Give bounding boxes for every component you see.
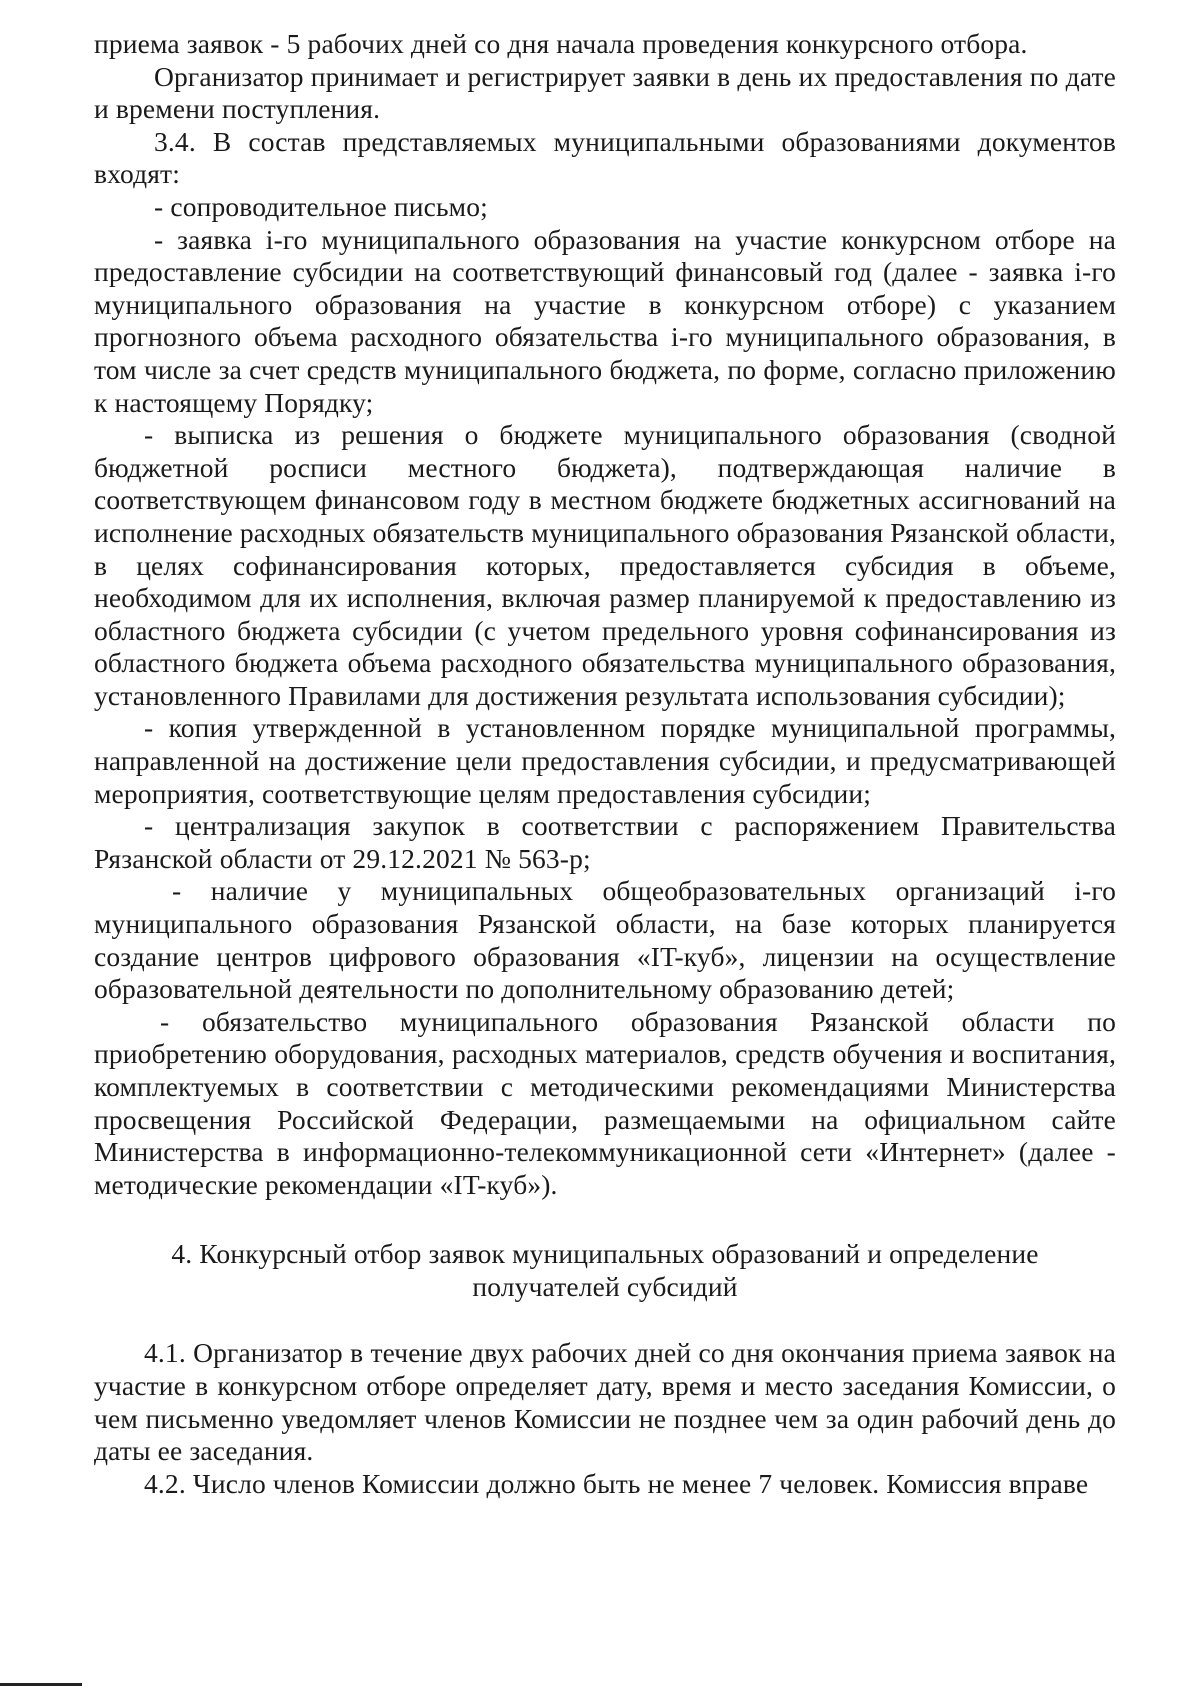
paragraph-application-deadline: приема заявок - 5 рабочих дней со дня начала проведения конкурсного отбора. xyxy=(94,28,1028,59)
list-item-application: - заявка i-го муниципального образования на участие конкурсном отборе на предоставление субсидии на соответствующий финансовый год (далее - заявка i-го муниципального образования на участие в конкурсном отборе) с указанием прогнозного объема расходного обязательства i-го муниципального образования, в том числе за счет средств муниципального бюджета, по форме, согласно приложению к настоящему Порядку; xyxy=(94,223,1116,418)
list-item-budget-extract: - выписка из решения о бюджете муниципального образования (сводной бюджетной росписи местного бюджета), подтверждающая наличие в соответствующем финансовом году в местном бюджете бюджетных ассигнований на исполнение расходных обязательств муниципального образования Рязанской области, в целях софинансирования которых, предоставляется субсидия в объеме, необходимом для их исполнения, включая размер планируемой к предоставлению из областного бюджета субсидии (с учетом предельного уровня софинансирования из областного бюджета объема расходного обязательства муниципального образования, установленного Правилами для достижения результата использования субсидии); xyxy=(94,419,1117,711)
section-4-heading xyxy=(94,1237,1116,1303)
list-item-program-copy: - копия утвержденной в установленном порядке муниципальной программы, направленной на достижение цели предоставления субсидии, и предусматривающей мероприятия, соответствующие целям предоставления субсидии; xyxy=(94,712,1116,809)
list-item-cover-letter: - сопроводительное письмо; xyxy=(154,190,488,222)
list-item-license: - наличие у муниципальных общеобразовательных организаций i-го муниципального образования Рязанской области, на базе которых планируется создание центров цифрового образования «IT-куб», лицензии на осуществление образовательной деятельности по дополнительному образованию детей; xyxy=(94,875,1116,1005)
paragraph-organizer-registration: Организатор принимает и регистрирует заявки в день их предоставления по дате и времени поступления. xyxy=(94,60,1116,125)
paragraph-section-4-2: 4.2. Число членов Комиссии должно быть не менее 7 человек. Комиссия вправе xyxy=(144,1467,1089,1499)
document-body xyxy=(94,28,1116,1500)
paragraph-section-3-4: 3.4. В состав представляемых муниципальными образованиями документов входят: xyxy=(94,125,1116,190)
scan-edge-mark xyxy=(0,1683,82,1686)
list-item-procurement-centralization: - централизация закупок в соответствии с распоряжением Правительства Рязанской области от 29.12.2021 № 563-р; xyxy=(94,810,1116,874)
section-4-heading-line-1: 4. Конкурсный отбор заявок муниципальных образований и определение xyxy=(171,1238,1039,1270)
list-item-obligation: - обязательство муниципального образования Рязанской области по приобретению оборудования, расходных материалов, средств обучения и воспитания, комплектуемых в соответствии с методическими рекомендациями Министерства просвещения Российской Федерации, размещаемыми на официальном сайте Министерства в информационно-телекоммуникационной сети «Интернет» (далее - методические рекомендации «IT-куб»). xyxy=(94,1005,1116,1200)
paragraph-section-4-1: 4.1. Организатор в течение двух рабочих дней со дня окончания приема заявок на участие в конкурсном отборе определяет дату, время и место заседания Комиссии, о чем письменно уведомляет членов Комиссии не позднее чем за один рабочий день до даты ее заседания. xyxy=(94,1337,1116,1467)
section-4-heading-line-2: получателей субсидий xyxy=(472,1271,738,1303)
